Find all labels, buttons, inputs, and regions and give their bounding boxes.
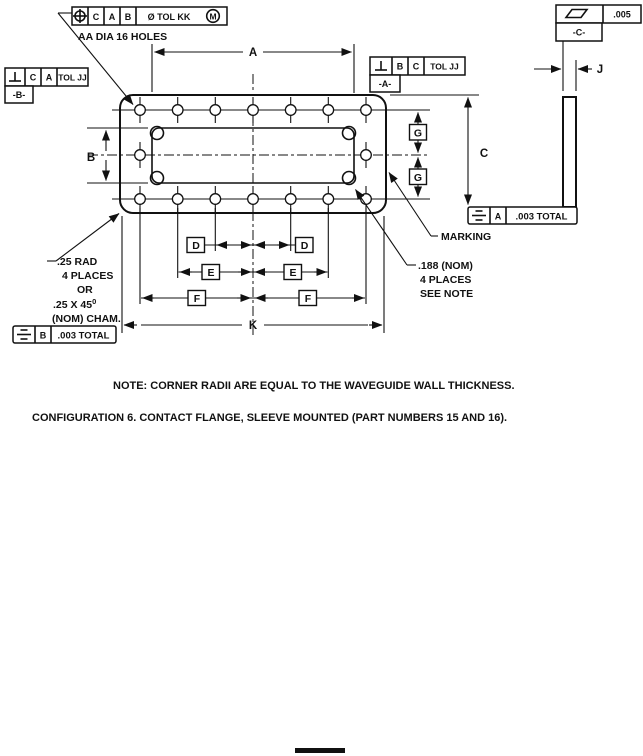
dim-label-G2: G <box>413 172 423 184</box>
svg-text:.188 (NOM): .188 (NOM) <box>418 260 473 272</box>
radius-leader-line <box>56 214 119 262</box>
dimension-D <box>187 238 313 253</box>
svg-text:.25 RAD: .25 RAD <box>57 256 98 268</box>
dim-label-E-right: E <box>289 267 297 279</box>
svg-text:B: B <box>39 330 47 341</box>
dim-label-A: A <box>248 47 258 59</box>
symmetry-frame-a <box>468 207 577 224</box>
dim-label-C: C <box>479 148 489 160</box>
flange-side-view <box>534 41 603 207</box>
svg-text:TOL JJ: TOL JJ <box>430 61 459 72</box>
svg-text:A: A <box>494 211 502 222</box>
position-datum-3: B <box>124 12 132 22</box>
dim-label-E-left: E <box>207 267 215 279</box>
svg-text:A: A <box>45 72 53 83</box>
position-tolerance-frame <box>58 7 227 105</box>
corner-radius-callout <box>47 214 121 326</box>
dim-label-F-left: F <box>193 293 201 305</box>
dimension-C <box>390 95 488 205</box>
dim-label-G1: G <box>413 127 423 140</box>
side-view-outline <box>563 97 576 207</box>
svg-text:SEE NOTE: SEE NOTE <box>420 288 474 300</box>
svg-text:C: C <box>29 72 37 83</box>
dim-label-J: J <box>596 64 604 76</box>
flange-front-view <box>88 74 430 335</box>
svg-text:.25 X 450: .25 X $45^0$ <box>53 297 97 311</box>
position-leader-line <box>58 13 133 105</box>
svg-text:C: C <box>412 61 420 72</box>
configuration-caption: CONFIGURATION 6. CONTACT FLANGE, SLEEVE MOUNTED (PART NUMBERS 15 AND 16). <box>32 412 508 424</box>
marking-label: MARKING <box>441 231 492 243</box>
corner-radii-note: NOTE: CORNER RADII ARE EQUAL TO THE WAVEGUIDE WALL THICKNESS. <box>113 380 515 392</box>
svg-text:4 PLACES: 4 PLACES <box>420 274 472 286</box>
hole-callout-text: AA DIA 16 HOLES <box>78 31 168 43</box>
svg-text:B: B <box>396 61 404 72</box>
flatness-frame <box>556 5 641 41</box>
nom-radius-callout <box>356 190 474 301</box>
svg-text:(NOM) CHAM.: (NOM) CHAM. <box>52 313 121 325</box>
datum-C-label: -C- <box>572 27 586 38</box>
perpendicularity-frame-mid <box>370 57 465 92</box>
perpendicularity-frame-left <box>5 68 88 103</box>
nom-leader-line <box>356 190 408 266</box>
dimension-K <box>124 320 382 332</box>
svg-text:4 PLACES: 4 PLACES <box>62 270 114 282</box>
symmetry-frame-b <box>13 326 116 343</box>
svg-text:TOL JJ: TOL JJ <box>58 72 87 83</box>
position-datum-2: A <box>108 12 116 22</box>
datum-B-label: -B- <box>12 90 26 100</box>
svg-text:M: M <box>209 11 217 22</box>
dim-label-D-right: D <box>300 240 309 252</box>
dimension-A <box>152 44 354 93</box>
svg-text:.003 TOTAL: .003 TOTAL <box>515 211 568 223</box>
datum-A-label: -A- <box>378 79 392 89</box>
dim-label-F-right: F <box>304 293 312 305</box>
dim-label-D-left: D <box>192 240 200 252</box>
page-footer-bar <box>295 748 345 753</box>
svg-text:.003 TOTAL: .003 TOTAL <box>57 330 110 342</box>
dim-label-B: B <box>86 152 96 164</box>
dim-label-K: K <box>248 320 258 332</box>
position-tolerance-text: Ø TOL KK <box>147 12 191 22</box>
svg-text:OR: OR <box>77 284 93 296</box>
position-datum-1: C <box>92 12 100 22</box>
svg-text:.005: .005 <box>613 9 631 20</box>
